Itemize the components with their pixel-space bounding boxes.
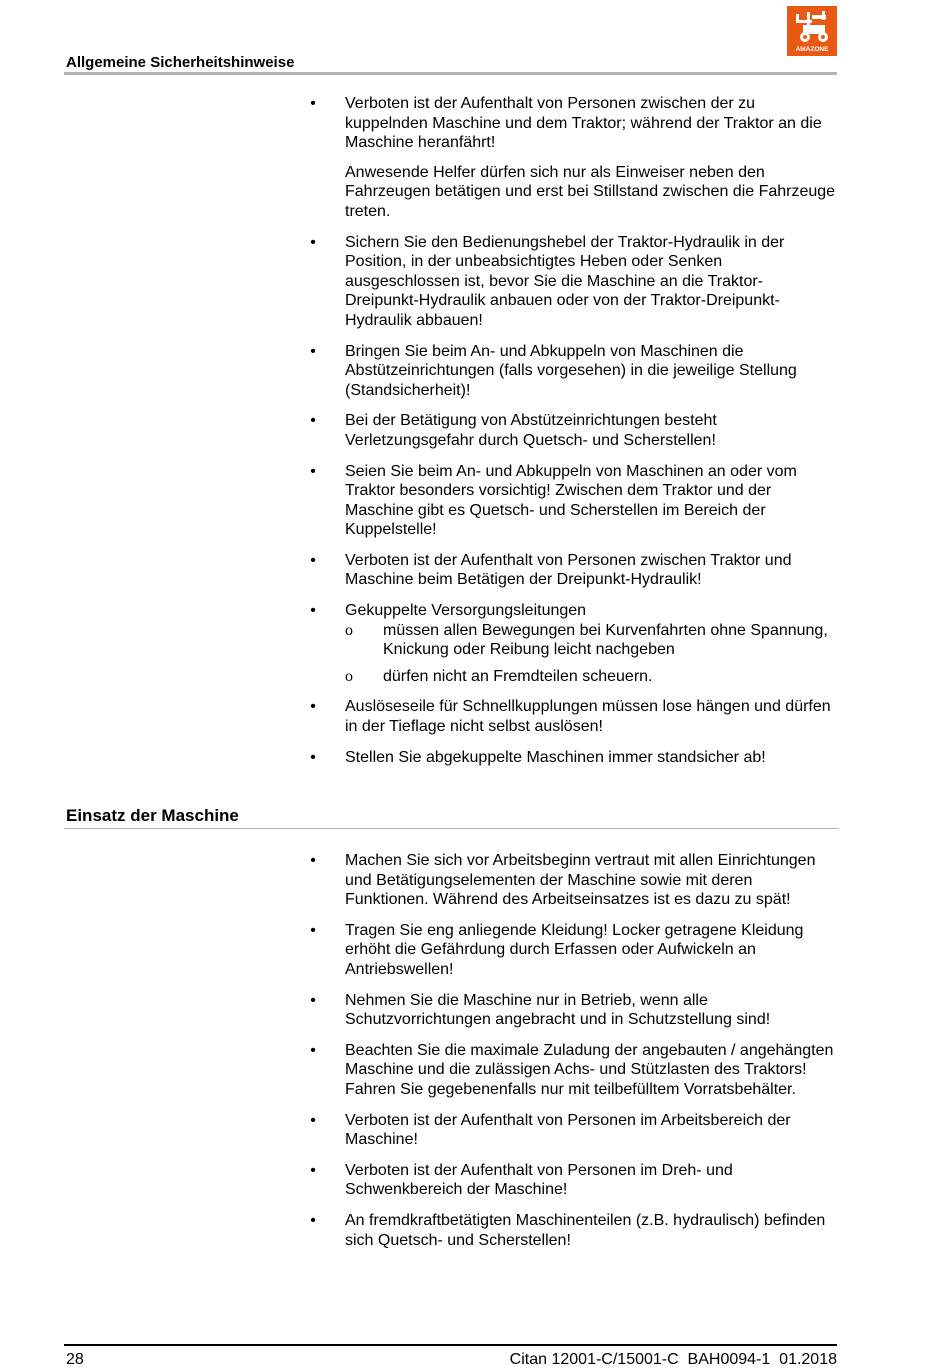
bullet-icon: • bbox=[310, 991, 316, 1009]
page-number: 28 bbox=[66, 1351, 84, 1368]
bullet-icon: • bbox=[310, 1041, 316, 1059]
list-item bbox=[306, 462, 836, 540]
header-rule bbox=[64, 72, 837, 75]
bullet-icon: • bbox=[310, 551, 316, 569]
bullet-icon: • bbox=[310, 748, 316, 766]
section-heading: Einsatz der Maschine bbox=[66, 806, 239, 825]
item-text: Nehmen Sie die Maschine nur in Betrieb, wenn alle Schutzvorrichtungen angebracht und in Schutzstellung sind! bbox=[345, 991, 771, 1029]
bullet-icon: • bbox=[310, 233, 316, 251]
section-1-list bbox=[306, 94, 836, 778]
item-text: Bringen Sie beim An- und Abkuppeln von Maschinen die Abstützeinrichtungen (falls vorgesehen) in die jeweilige Stellung (Standsicherheit)! bbox=[345, 342, 797, 399]
item-text: Stellen Sie abgekuppelte Maschinen immer standsicher ab! bbox=[345, 748, 766, 766]
item-text: Seien Sie beim An- und Abkuppeln von Maschinen an oder vom Traktor besonders vorsichtig! Zwischen dem Traktor und der Maschine gibt es Quetsch- und Scherstellen im Bereich der Kuppelstelle! bbox=[345, 462, 797, 539]
amazone-logo bbox=[787, 6, 837, 56]
bullet-icon: • bbox=[310, 95, 316, 112]
list-item bbox=[306, 697, 836, 736]
item-text: Verboten ist der Aufenthalt von Personen im Dreh- und Schwenkbereich der Maschine! bbox=[345, 1161, 733, 1199]
bullet-icon: • bbox=[310, 921, 316, 939]
item-text: Bei der Betätigung von Abstützeinrichtungen besteht Verletzungsgefahr durch Quetsch- und Scherstellen! bbox=[345, 412, 717, 449]
item-text: Verboten ist der Aufenthalt von Personen im Arbeitsbereich der Maschine! bbox=[345, 1111, 791, 1149]
amazone-logo-mark bbox=[787, 6, 837, 56]
item-text: Verboten ist der Aufenthalt von Personen zwischen Traktor und Maschine beim Betätigen der Dreipunkt-Hydraulik! bbox=[345, 551, 792, 589]
sub-list bbox=[345, 621, 836, 687]
list-item bbox=[306, 551, 836, 590]
item-text: Tragen Sie eng anliegende Kleidung! Locker getragene Kleidung erhöht die Gefährdung durch Erfassen oder Aufwickeln an Antriebswellen! bbox=[345, 921, 804, 978]
list-item bbox=[306, 1211, 836, 1250]
list-item bbox=[306, 342, 836, 401]
list-item bbox=[306, 1111, 836, 1150]
item-text: An fremdkraftbetätigten Maschinenteilen (z.B. hydraulisch) befinden sich Quetsch- und Scherstellen! bbox=[345, 1211, 826, 1249]
bullet-icon: • bbox=[310, 462, 316, 480]
list-item bbox=[306, 921, 836, 980]
list-item bbox=[306, 991, 836, 1030]
list-item bbox=[306, 411, 836, 450]
item-text: Auslöseseile für Schnellkupplungen müssen lose hängen und dürfen in der Tieflage nicht selbst auslösen! bbox=[345, 698, 831, 736]
list-item bbox=[306, 1161, 836, 1200]
list-item bbox=[306, 851, 836, 910]
item-text: Sichern Sie den Bedienungshebel der Traktor-Hydraulik in der Position, in der unbeabsichtigtes Heben oder Senken ausgeschlossen ist, bevor Sie die Maschine an die Traktor-Dreipunkt-Hydraulik anbauen oder von der Traktor-Dreipunkt-Hydraulik abbauen! bbox=[345, 233, 785, 329]
item-text: Beachten Sie die maximale Zuladung der angebauten / angehängten Maschine und die zulässigen Achs- und Stützlasten des Traktors! Fahren Sie gegebenenfalls nur mit teilbefülltem Vorratsbehälter. bbox=[345, 1041, 834, 1098]
list-item bbox=[306, 233, 836, 331]
list-item bbox=[306, 1041, 836, 1100]
bullet-icon: • bbox=[310, 698, 316, 716]
bullet-icon: • bbox=[310, 412, 316, 430]
bullet-icon: • bbox=[310, 1211, 316, 1229]
item-text: Gekuppelte Versorgungsleitungen bbox=[345, 602, 587, 620]
section-2-list bbox=[306, 851, 836, 1261]
list-item bbox=[306, 748, 836, 768]
footer-rule bbox=[64, 1344, 837, 1346]
header-title: Allgemeine Sicherheitshinweise bbox=[66, 54, 295, 71]
sub-list-item bbox=[345, 621, 836, 660]
item-text: Verboten ist der Aufenthalt von Personen zwischen der zu kuppelnden Maschine und dem Traktor; während der Traktor an die Maschine heranfährt! bbox=[345, 95, 822, 152]
sub-list-item bbox=[345, 667, 836, 687]
sub-bullet-icon: ο bbox=[345, 621, 353, 639]
bullet-icon: • bbox=[310, 852, 316, 869]
bullet-icon: • bbox=[310, 602, 316, 620]
bullet-icon: • bbox=[310, 1111, 316, 1129]
document-reference: Citan 12001-C/15001-C BAH0094-1 01.2018 bbox=[509, 1351, 837, 1368]
bullet-icon: • bbox=[310, 342, 316, 360]
sub-bullet-icon: ο bbox=[345, 667, 353, 685]
sub-item-text: dürfen nicht an Fremdteilen scheuern. bbox=[383, 667, 653, 685]
item-text: Machen Sie sich vor Arbeitsbeginn vertraut mit allen Einrichtungen und Betätigungselementen der Maschine sowie mit deren Funktionen. Während des Arbeitseinsatzes ist es dazu zu spät! bbox=[345, 852, 816, 909]
section-rule bbox=[64, 828, 839, 829]
sub-item-text: müssen allen Bewegungen bei Kurvenfahrten ohne Spannung, Knickung oder Reibung leicht nachgeben bbox=[383, 621, 828, 659]
bullet-icon: • bbox=[310, 1161, 316, 1179]
item-extra-text: Anwesende Helfer dürfen sich nur als Einweiser neben den Fahrzeugen betätigen und erst bei Stillstand zwischen die Fahrzeuge treten. bbox=[345, 163, 836, 220]
list-item bbox=[306, 601, 836, 686]
logo-text: AMAZONE bbox=[795, 46, 829, 53]
list-item bbox=[306, 94, 836, 222]
